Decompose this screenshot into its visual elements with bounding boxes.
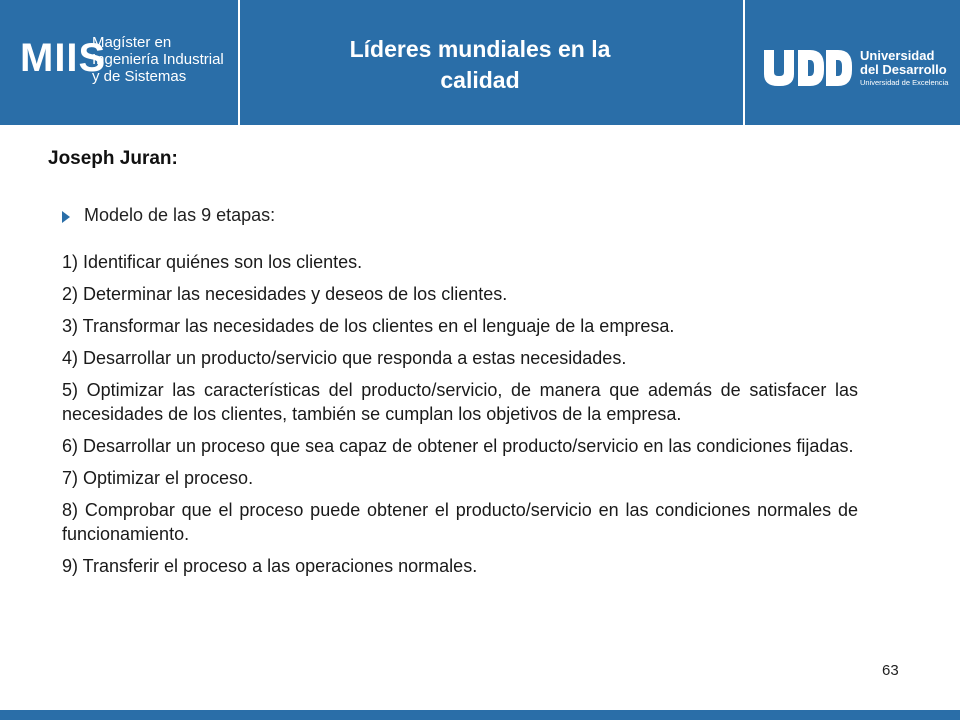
step-item: 5) Optimizar las características del producto/servicio, de manera que además de satisfacer las necesidades de los clientes, también se cumplan los objetivos de la empresa. <box>62 380 858 424</box>
university-name-line-2: del Desarrollo <box>860 62 947 77</box>
step-item: 2) Determinar las necesidades y deseos de los clientes. <box>62 284 508 304</box>
step-item: 4) Desarrollar un producto/servicio que responda a estas necesidades. <box>62 348 627 368</box>
step-item: 7) Optimizar el proceso. <box>62 468 254 488</box>
section-subtitle: Joseph Juran: <box>48 148 178 169</box>
slide-title-line-2: calidad <box>440 67 520 93</box>
step-item: 6) Desarrollar un proceso que sea capaz de obtener el producto/servicio en las condiciones fijadas. <box>62 436 854 456</box>
slide-title <box>270 34 690 96</box>
page-number: 63 <box>882 662 899 679</box>
header-divider-right <box>743 0 745 125</box>
header-bar <box>0 0 960 125</box>
step-item: 9) Transferir el proceso a las operaciones normales. <box>62 556 478 576</box>
step-item: 1) Identificar quiénes son los clientes. <box>62 252 363 272</box>
step-item: 8) Comprobar que el proceso puede obtener el producto/servicio en las condiciones normales de funcionamiento. <box>62 500 858 544</box>
footer-bar <box>0 710 960 720</box>
program-line-1: Magíster en <box>92 34 172 51</box>
bullet-text: Modelo de las 9 etapas: <box>84 205 276 225</box>
university-name-line-1: Universidad <box>860 48 935 63</box>
step-item: 3) Transformar las necesidades de los clientes en el lenguaje de la empresa. <box>62 316 675 336</box>
program-line-2: Ingeniería Industrial <box>92 51 224 68</box>
program-acronym: MIIS <box>20 36 107 80</box>
university-logo <box>762 44 952 94</box>
triangle-bullet-icon <box>62 211 70 223</box>
program-line-3: y de Sistemas <box>92 68 187 85</box>
steps-list <box>62 250 858 586</box>
slide-title-line-1: Líderes mundiales en la <box>349 36 611 62</box>
udd-logo-icon <box>762 44 854 88</box>
university-tagline: Universidad de Excelencia <box>860 78 949 87</box>
header-divider-left <box>238 0 240 125</box>
